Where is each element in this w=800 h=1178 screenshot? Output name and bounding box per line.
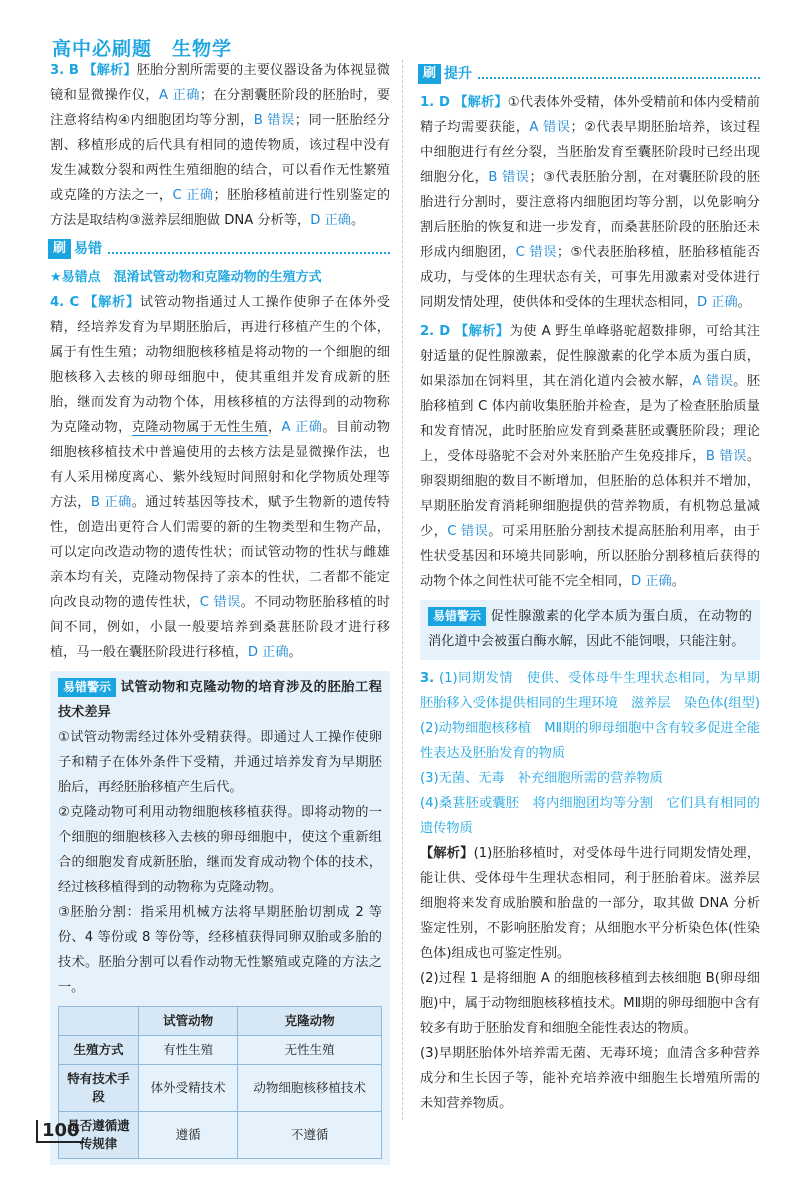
- warning-tag: 易错警示: [58, 678, 116, 697]
- section-badge: 刷: [418, 64, 441, 84]
- explanation-2: (2)过程 1 是将细胞 A 的细胞核移植到去核细胞 B(卵母细胞)中，属于动物细胞核移植技术。MⅡ期的卵母细胞中含有较多有助于胚胎发育和细胞全能性表达的物质。: [420, 971, 760, 1036]
- analysis-text: 。可采用胚胎分割技术提高胚胎利用率，由于性状受基因和环境共同影响，所以胚胎分割移植后获得的动物个体之间性状可能不完全相同，: [420, 524, 761, 589]
- option-verdict: D 正确: [310, 213, 351, 228]
- explanation-1: [420, 841, 760, 966]
- answer-q4: [50, 290, 390, 665]
- table-header-cell: 克隆动物: [238, 1007, 382, 1036]
- analysis-text: ；⑤代表胚胎移植，胚胎移植能否成功，与受体的生理状态有关，可事先用激素对受体进行同期发情处理，使供体和受体的生理状态相同，: [420, 245, 761, 310]
- question-number: 3.: [420, 671, 435, 686]
- answer-q1: [420, 90, 760, 315]
- analysis-text: 。通过转基因等技术，赋予生物新的遗传特性，创造出更符合人们需要的新的生物类型和生物产品，可以定向改造动物的遗传性状；而试管动物的性状与雌雄亲本均有关，克隆动物保持了亲本的性状，二者都不能定向改良动物的遗传性状，: [50, 495, 390, 610]
- warning-paragraph-2: ②克隆动物可利用动物细胞核移植获得。即将动物的一个细胞的细胞核移入去核的卵母细胞中，使这个重新组合的细胞发育成新胚胎，继而发育成动物个体的技术，经过核移植得到的动物称为克隆动物。: [58, 805, 382, 895]
- table-header-row: [59, 1007, 382, 1036]
- option-verdict: A 正确: [158, 88, 200, 103]
- question-number: 3. B: [50, 63, 79, 78]
- page-number: 100: [36, 1120, 84, 1143]
- option-verdict: A 错误: [529, 120, 571, 135]
- option-verdict: B 错误: [705, 449, 747, 464]
- answer-line-4: (4)桑葚胚或囊胚 将内细胞团均等分割 它们具有相同的遗传物质: [420, 796, 760, 836]
- table-cell: 动物细胞核移植技术: [238, 1065, 382, 1112]
- analysis-text: 。: [350, 213, 365, 228]
- analysis-text: 。: [737, 295, 751, 310]
- analysis-text: 。卵裂期细胞的数目不断增加，但胚胎的总体积并不增加，早期胚胎发育消耗卵细胞提供的营养物质，有机物总量减少，: [420, 449, 760, 539]
- section-badge: 刷: [48, 239, 71, 259]
- table-row-label: 生殖方式: [59, 1036, 139, 1065]
- warning-title: 试管动物和克隆动物的培育涉及的胚胎工程技术差异: [58, 680, 382, 720]
- analysis-tag: 【解析】: [420, 846, 474, 861]
- section-header-improve: [418, 62, 760, 86]
- option-verdict: C 错误: [515, 245, 557, 260]
- table-cell: 遵循: [139, 1112, 238, 1159]
- table-cell: 不遵循: [238, 1112, 382, 1159]
- analysis-text: ；胚胎移植前进行性别鉴定的方法是取结构③滋养层细胞做 DNA 分析等，: [50, 188, 391, 228]
- option-verdict: B 错误: [253, 113, 295, 128]
- table-row: [59, 1036, 382, 1065]
- analysis-tag: 【解析】: [84, 295, 140, 310]
- analysis-text: ①代表体外受精，体外受精前和体内受精前精子均需要获能，: [420, 95, 760, 135]
- answer-line-2: (2)动物细胞核移植 MⅡ期的卵母细胞中含有较多促进全能性表达及胚胎发育的物质: [420, 721, 760, 761]
- option-verdict: C 正确: [172, 188, 214, 203]
- analysis-tag: 【解析】: [83, 63, 137, 78]
- warning-paragraph-3: ③胚胎分割：指采用机械方法将早期胚胎切割成 2 等份、4 等份或 8 等份等，经移植获得同卵双胎或多胎的技术。胚胎分割可以看作动物无性繁殖或克隆的方法之一。: [58, 905, 382, 995]
- section-label: 提升: [444, 65, 473, 82]
- table-row-label: 特有技术手段: [59, 1065, 139, 1112]
- warning-paragraph-1: ①试管动物需经过体外受精获得。即通过人工操作使卵子和精子在体外条件下受精，并通过培养发育为早期胚胎后，再经胚胎移植产生后代。: [58, 730, 382, 795]
- option-verdict: A 正确: [281, 420, 323, 435]
- option-verdict: C 错误: [447, 524, 489, 539]
- analysis-text: ；在分割囊胚阶段的胚胎时，要注意将结构④内细胞团均等分割，: [50, 88, 391, 128]
- book-title: 高中必刷题 生物学: [52, 38, 233, 60]
- analysis-text: ；②代表早期胚胎培养，该过程中细胞进行有丝分裂，当胚胎发育至囊胚阶段时已经出现细胞分化，: [420, 120, 761, 185]
- option-verdict: C 错误: [199, 595, 241, 610]
- warning-text: 促性腺激素的化学本质为蛋白质，在动物的消化道中会被蛋白酶水解，因此不能饲喂，只能注射。: [428, 609, 752, 649]
- section-dotted-rule: [108, 244, 390, 254]
- analysis-text: 试管动物指通过人工操作使卵子在体外受精，经培养发育为早期胚胎后，再进行移植产生的个体，属于有性生殖；动物细胞核移植是将动物的一个细胞的细胞核移入去核的卵母细胞中，使其重组并发育成新的胚胎，继而发育为动物个体，用核移植的方法得到的动物称为克隆动物，: [50, 295, 390, 435]
- answer-q2: [420, 319, 760, 594]
- column-divider: [402, 60, 403, 1120]
- table-row: [59, 1065, 382, 1112]
- section-label: 易错: [74, 240, 103, 257]
- option-verdict: B 错误: [488, 170, 530, 185]
- analysis-text: 胚胎分割所需要的主要仪器设备为体视显微镜和显微操作仪，: [50, 63, 390, 103]
- table-cell: 无性生殖: [238, 1036, 382, 1065]
- comparison-table: [58, 1006, 382, 1159]
- mistake-point: ★易错点 混淆试管动物和克隆动物的生殖方式: [50, 270, 322, 285]
- warning-box-right: [420, 600, 760, 660]
- analysis-tag: 【解析】: [454, 324, 510, 339]
- table-header-cell: 试管动物: [139, 1007, 238, 1036]
- answer-q3-right: [420, 666, 760, 1116]
- option-verdict: B 正确: [90, 495, 132, 510]
- option-verdict: D 正确: [631, 574, 672, 589]
- analysis-text: 。不同动物胚胎移植的时间不同，例如，小鼠一般要培养到桑葚胚阶段才进行移植，马一般在囊胚阶段进行移植，: [50, 595, 391, 660]
- option-verdict: D 正确: [247, 645, 289, 660]
- analysis-text: ；同一胚胎经分割、移植形成的后代具有相同的遗传物质，该过程中没有发生减数分裂和两性生殖细胞的结合，可以看作无性繁殖或克隆的方法之一，: [50, 113, 390, 203]
- warning-tag: 易错警示: [428, 607, 486, 626]
- analysis-text: (1)胚胎移植时，对受体母牛进行同期发情处理，能让供、受体母牛生理状态相同，利于胚胎着床。滋养层细胞将来发育成胎膜和胎盘的一部分，取其做 DNA 分析鉴定性别，不影响胚胎发育；从细胞水平分析染色体(性染色体)组成也可鉴定性别。: [420, 846, 761, 961]
- analysis-text: 。: [288, 645, 302, 660]
- table-cell: 体外受精技术: [139, 1065, 238, 1112]
- analysis-text: 为使 A 野生单峰骆驼超数排卵，可给其注射适量的促性腺激素，促性腺激素的化学本质为蛋白质，如果添加在饲料里，其在消化道内会被水解，: [420, 324, 760, 389]
- section-header-easy-mistakes: [48, 237, 390, 261]
- analysis-text: ；③代表胚胎分割，在对囊胚阶段的胚胎进行分割时，要注意将内细胞团均等分割，以免影响分割后胚胎的恢复和进一步发育，而桑葚胚阶段的胚胎还未形成内细胞团，: [420, 170, 760, 260]
- question-number: 4. C: [50, 295, 80, 310]
- question-number: 2. D: [420, 324, 451, 339]
- table-header-cell: [59, 1007, 139, 1036]
- analysis-text: 。胚胎移植到 C 体内前收集胚胎并检查，是为了检查胚胎质量和发育情况，此时胚胎应发育到桑葚胚或囊胚阶段；理论上，受体母骆驼不会对外来胚胎产生免疫排斥，: [420, 374, 761, 464]
- table-row-label: 是否遵循遗传规律: [59, 1112, 139, 1159]
- section-dotted-rule: [478, 69, 760, 79]
- right-column: [420, 58, 760, 1116]
- answer-text: (1)同期发情 使供、受体母牛生理状态相同，为早期胚胎移入受体提供相同的生理环境 滋养层 染色体(组型): [420, 671, 760, 711]
- explanation-3: (3)早期胚胎体外培养需无菌、无毒环境；血清含多种营养成分和生长因子等，能补充培养液中细胞生长增殖所需的未知营养物质。: [420, 1046, 760, 1111]
- underlined-text: 克隆动物属于无性生殖: [131, 420, 268, 435]
- answer-line-1: [420, 666, 760, 716]
- option-verdict: A 错误: [692, 374, 734, 389]
- answer-q3-left: [50, 58, 390, 233]
- question-number: 1. D: [420, 95, 450, 110]
- option-verdict: D 正确: [696, 295, 738, 310]
- analysis-tag: 【解析】: [454, 95, 508, 110]
- warning-box-left: [50, 671, 390, 1165]
- table-cell: 有性生殖: [139, 1036, 238, 1065]
- answer-line-3: (3)无菌、无毒 补充细胞所需的营养物质: [420, 771, 663, 786]
- analysis-text: 。目前动物细胞核移植技术中普遍使用的去核方法是显微操作法，也有人采用梯度离心、紫外线短时间照射和化学物质处理等方法，: [50, 420, 391, 510]
- analysis-text: ，: [267, 420, 282, 435]
- left-column: [50, 58, 390, 1171]
- analysis-text: 。: [671, 574, 685, 589]
- table-row: [59, 1112, 382, 1159]
